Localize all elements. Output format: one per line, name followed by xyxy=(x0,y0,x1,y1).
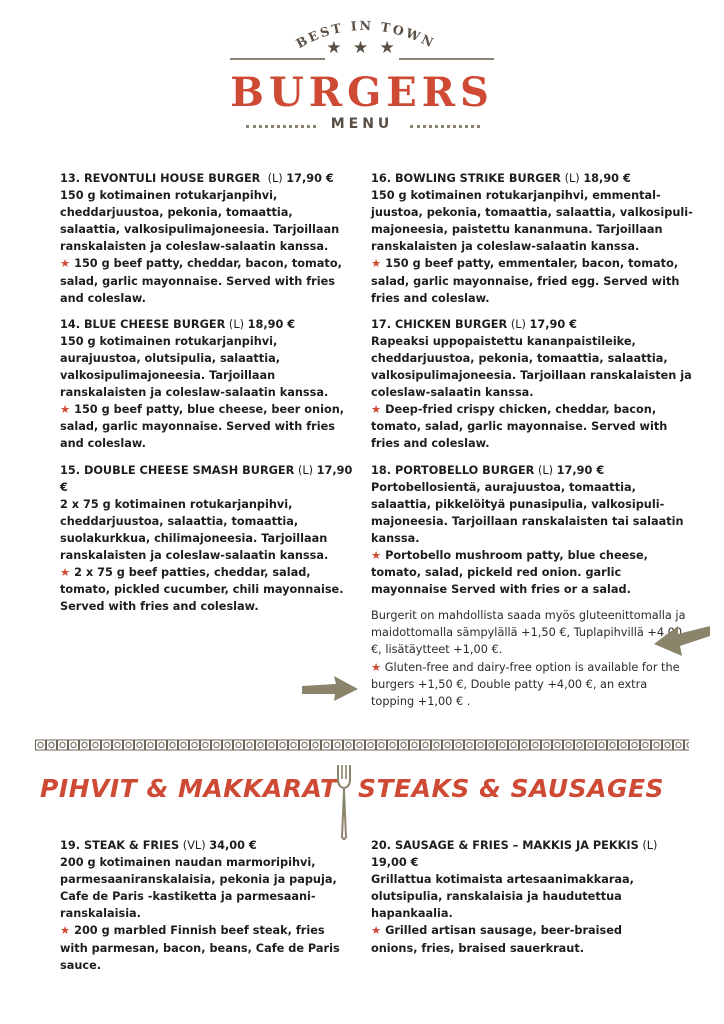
burgers-right-column xyxy=(371,170,693,719)
section-title-fi: PIHVIT & MAKKARAT xyxy=(40,774,338,803)
item-description-fi: Portobellosientä, aurajuustoa, tomaattia, salaattia, pikkelöityä punasipulia, valkosipuli-majoneesia. Tarjoillaan ranskalaisten tai salaatin kanssa. xyxy=(371,480,684,545)
item-description-en: 150 g beef patty, cheddar, bacon, tomato, salad, garlic mayonnaise. Served with fries and coleslaw. xyxy=(60,257,342,305)
menu-item xyxy=(60,316,355,453)
item-name: 18. PORTOBELLO BURGER xyxy=(371,463,535,477)
item-name: 16. BOWLING STRIKE BURGER xyxy=(371,172,562,185)
steaks-right-column xyxy=(371,837,671,966)
item-description-en: 150 g beef patty, blue cheese, beer onion, salad, garlic mayonnaise. Served with fries and coleslaw. xyxy=(60,403,345,451)
menu-item xyxy=(60,837,350,974)
fork-icon xyxy=(336,763,352,841)
item-tag: (VL) xyxy=(182,839,206,852)
item-tag: (L) xyxy=(297,463,314,477)
item-name: 17. CHICKEN BURGER xyxy=(371,317,508,331)
menu-item xyxy=(371,316,693,453)
star-icon: ★ xyxy=(60,566,71,580)
star-icon: ★ xyxy=(371,548,382,562)
star-icon: ★ xyxy=(60,924,71,938)
item-description-en: Deep-fried crispy chicken, cheddar, bacon, tomato, salad, garlic mayonnaise. Served with fries and coleslaw. xyxy=(371,403,668,451)
stars-icon: ★ ★ ★ xyxy=(326,38,398,58)
item-name: 19. STEAK & FRIES xyxy=(60,839,180,852)
star-icon: ★ xyxy=(371,257,382,271)
dotted-rule-right xyxy=(410,125,480,131)
item-price: 17,90 € xyxy=(556,463,605,477)
menu-item xyxy=(371,462,693,599)
star-icon: ★ xyxy=(371,403,382,417)
menu-header xyxy=(0,0,724,150)
star-icon: ★ xyxy=(60,257,71,271)
item-price: 18,90 € xyxy=(247,317,296,331)
header-rule-left xyxy=(230,58,325,60)
item-description-fi: 2 x 75 g kotimainen rotukarjanpihvi, cheddarjuustoa, salaattia, tomaattia, suolakurkkua, chilimajoneesia. Tarjoillaan ranskalaisten ja coleslaw-salaatin kanssa. xyxy=(60,497,329,562)
menu-item xyxy=(60,170,355,307)
note-fi: Burgerit on mahdollista saada myös gluteenittomalla ja maidottomalla sämpylällä +1,50 €, Tuplapihvillä +4,00 €, lisätäytteet +1,00 €. xyxy=(371,609,686,657)
item-name: 13. REVONTULI HOUSE BURGER xyxy=(60,172,261,185)
star-icon: ★ xyxy=(371,924,382,938)
item-description-fi: 150 g kotimainen rotukarjanpihvi, emmental-juustoa, pekonia, tomaattia, salaattia, valkosipuli-majoneesia, paistettu kananmuna. Tarjoillaan ranskalaisten ja coleslaw-salaatin kanssa. xyxy=(371,189,693,254)
item-description-en: Grilled artisan sausage, beer-braised onions, fries, braised sauerkraut. xyxy=(371,924,623,955)
menu-item xyxy=(371,837,671,957)
item-description-fi: Grillattua kotimaista artesaanimakkaraa, olutsipulia, ranskalaisia ja haudutettua hapankaalia. xyxy=(371,873,634,921)
item-price: 17,90 € xyxy=(286,172,334,185)
star-icon: ★ xyxy=(371,660,382,674)
steaks-left-column xyxy=(60,837,350,983)
page-title: BURGERS xyxy=(230,69,494,116)
item-tag: (L) xyxy=(510,317,526,331)
arrow-left-icon xyxy=(652,622,712,658)
item-description-fi: 150 g kotimainen rotukarjanpihvi, aurajuustoa, olutsipulia, salaattia, valkosipulimajoneesia. Tarjoillaan ranskalaisten ja coleslaw-salaatin kanssa. xyxy=(60,334,329,400)
header-rule-right xyxy=(399,58,494,60)
item-tag: (L) xyxy=(564,172,580,185)
burgers-left-column xyxy=(60,170,355,624)
item-price: 17,90 € xyxy=(60,463,353,494)
item-description-fi: 150 g kotimainen rotukarjanpihvi, cheddarjuustoa, pekonia, tomaattia, salaattia, valkosipulimajoneesia. Tarjoillaan ranskalaisten ja coleslaw-salaatin kanssa. xyxy=(60,189,340,254)
item-name: 20. SAUSAGE & FRIES – MAKKIS JA PEKKIS xyxy=(371,839,639,852)
tagline-text: BEST IN TOWN xyxy=(293,17,438,51)
item-price: 17,90 € xyxy=(529,317,578,331)
star-icon: ★ xyxy=(60,403,71,417)
item-description-fi: 200 g kotimainen naudan marmoripihvi, parmesaaniranskalaisia, pekonia ja papuja, Cafe de Paris -kastiketta ja parmesaani-ranskalaisia. xyxy=(60,856,337,921)
item-description-en: 200 g marbled Finnish beef steak, fries with parmesan, bacon, beans, Cafe de Paris sauce. xyxy=(60,924,340,972)
item-tag: (L) xyxy=(642,839,658,852)
arrow-right-icon xyxy=(300,674,360,704)
decorative-border xyxy=(35,739,689,751)
item-price: 18,90 € xyxy=(583,172,631,185)
item-tag: (L) xyxy=(267,172,283,185)
dietary-note xyxy=(371,607,693,710)
section-title-en: STEAKS & SAUSAGES xyxy=(358,774,665,803)
menu-item xyxy=(371,170,693,307)
item-description-fi: Rapeaksi uppopaistettu kananpaistileike, cheddarjuustoa, pekonia, tomaattia, salaattia, valkosipulimajoneesia. Tarjoillaan ranskalaisten ja coleslaw-salaatin kanssa. xyxy=(371,334,692,400)
item-name: 14. BLUE CHEESE BURGER xyxy=(60,317,226,331)
item-price: 19,00 € xyxy=(371,856,419,870)
item-tag: (L) xyxy=(537,463,554,477)
item-description-en: 150 g beef patty, emmentaler, bacon, tomato, salad, garlic mayonnaise, fried egg. Served with fries and coleslaw. xyxy=(371,257,680,305)
item-price: 34,00 € xyxy=(209,839,257,852)
item-description-en: Portobello mushroom patty, blue cheese, tomato, salad, pickeld red onion. garlic mayonnaise Served with fries or a salad. xyxy=(371,548,648,597)
menu-item xyxy=(60,462,355,616)
menu-subtitle: MENU xyxy=(330,116,394,132)
item-name: 15. DOUBLE CHEESE SMASH BURGER xyxy=(60,463,295,477)
item-tag: (L) xyxy=(228,317,245,331)
item-description-en: 2 x 75 g beef patties, cheddar, salad, tomato, pickled cucumber, chili mayonnaise. Served with fries and coleslaw. xyxy=(60,566,344,614)
note-en: Gluten-free and dairy-free option is available for the burgers +1,50 €, Double patty +4,00 €, an extra topping +1,00 € . xyxy=(371,660,680,708)
